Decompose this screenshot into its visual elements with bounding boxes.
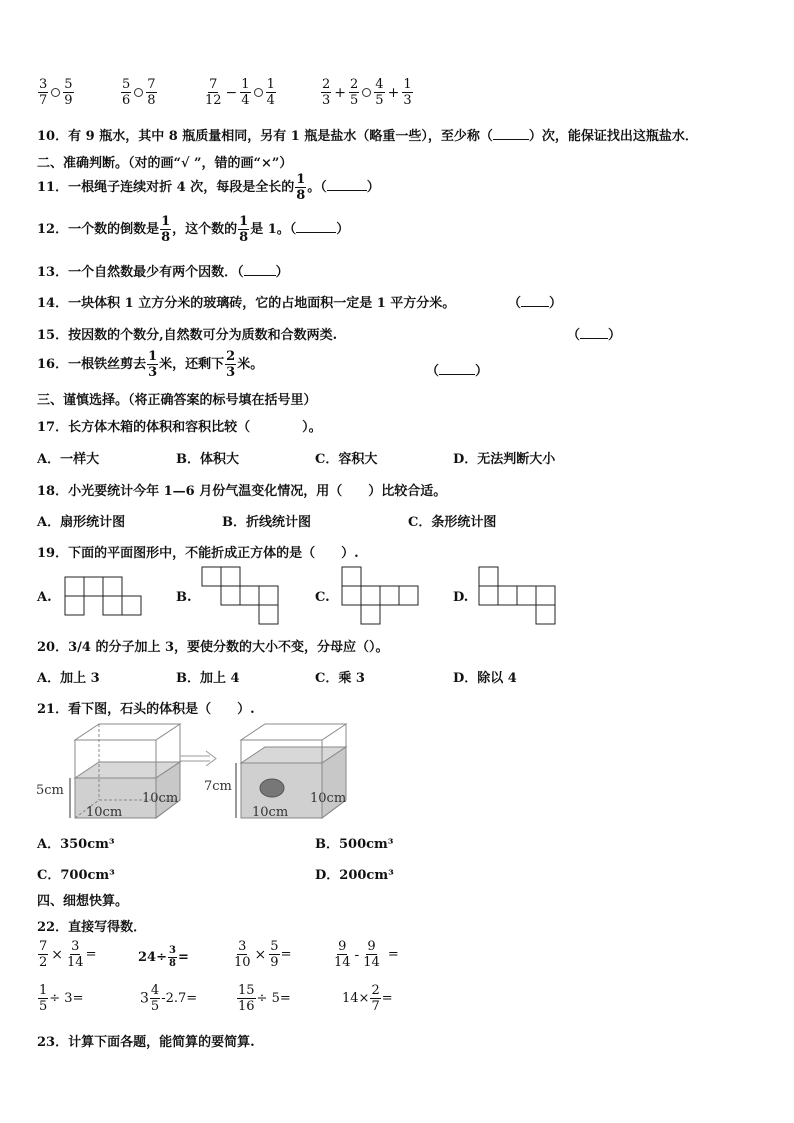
- question-17: 17．长方体木箱的体积和容积比较（ ）。: [37, 420, 322, 435]
- compare-circle[interactable]: [362, 88, 371, 97]
- q17-option-d[interactable]: D．无法判断大小: [453, 452, 556, 467]
- net-a: [65, 577, 141, 615]
- compare-2: $\frac{5}{6}$ $\frac{7}{8}$: [122, 77, 156, 108]
- calc-4: $\frac{9}{14}$ - $\frac{9}{14}$ =: [334, 939, 399, 970]
- question-14: 14．一块体积 1 立方分米的玻璃砖，它的占地面积一定是 1 平方分米。: [37, 296, 456, 311]
- calc-2: 24÷ $\frac{3}{8}$ =: [138, 945, 189, 969]
- net-d: [479, 567, 555, 624]
- calc-5: $\frac{1}{5}$ ÷ 3=: [39, 983, 84, 1014]
- compare-circle[interactable]: [254, 88, 263, 97]
- q19-label-d[interactable]: D.: [453, 590, 469, 605]
- answer-blank[interactable]: [521, 296, 549, 307]
- q17-option-c[interactable]: C．容积大: [315, 452, 378, 467]
- answer-blank[interactable]: [296, 222, 336, 233]
- calc-7: $\frac{15}{16}$ ÷ 5=: [238, 983, 291, 1014]
- section-3-heading: 三、谨慎选择。（将正确答案的标号填在括号里）: [37, 393, 317, 408]
- calc-1: $\frac{7}{2}$ × $\frac{3}{14}$ =: [39, 939, 97, 970]
- q21-option-b[interactable]: B．500cm³: [315, 837, 394, 852]
- question-22: 22．直接写得数．: [37, 920, 147, 935]
- question-12: 12．一个数的倒数是 $\frac{1}{8}$ ，这个数的 $\frac{1}{8}$ 是 1。（ ）: [37, 214, 350, 245]
- calc-3: $\frac{3}{10}$ × $\frac{5}{9}$ =: [234, 939, 292, 970]
- q18-option-b[interactable]: B．折线统计图: [222, 515, 311, 530]
- question-13: 13．一个自然数最少有两个因数．（ ）: [37, 265, 289, 280]
- question-16-answer: （ ）: [426, 364, 489, 379]
- q19-label-c[interactable]: C.: [315, 590, 330, 605]
- question-18: 18．小光要统计今年 1—6 月份气温变化情况，用（ ）比较合适。: [37, 484, 447, 499]
- q19-label-b[interactable]: B.: [176, 590, 192, 605]
- question-20: 20．3/4 的分子加上 3，要使分数的大小不变，分母应（）。: [37, 640, 389, 655]
- section-4-heading: 四、细想快算。: [37, 894, 129, 909]
- calc-6: 3 $\frac{4}{5}$ -2.7=: [140, 983, 198, 1014]
- cube-nets: [0, 560, 794, 630]
- q21-option-d[interactable]: D．200cm³: [315, 868, 394, 883]
- q20-option-d[interactable]: D．除以 4: [453, 671, 517, 686]
- compare-circle[interactable]: [51, 88, 60, 97]
- q21-option-c[interactable]: C．700cm³: [37, 868, 115, 883]
- section-2-heading: 二、准确判断。（对的画“√ ”，错的画“×”）: [37, 156, 293, 171]
- question-10: 10．有 9 瓶水，其中 8 瓶质量相同，另有 1 瓶是盐水（略重一些），至少称（ ）次，能保证找出这瓶盐水．: [37, 129, 698, 144]
- net-c: [342, 567, 418, 624]
- answer-blank[interactable]: [493, 129, 529, 140]
- q17-option-b[interactable]: B．体积大: [176, 452, 239, 467]
- q18-option-a[interactable]: A．扇形统计图: [37, 515, 126, 530]
- question-14-answer: （ ）: [508, 296, 563, 311]
- fig2-height-label: 7cm: [204, 779, 232, 794]
- q17-option-a[interactable]: A．一样大: [37, 452, 100, 467]
- stone: [260, 779, 284, 797]
- q19-label-a[interactable]: A.: [37, 590, 52, 605]
- compare-1: $\frac{3}{7}$ $\frac{5}{9}$: [39, 77, 73, 108]
- fig1-height-label: 5cm: [36, 783, 64, 798]
- arrow-icon: [180, 751, 216, 766]
- question-15: 15．按因数的个数分,自然数可分为质数和合数两类.: [37, 328, 338, 343]
- question-11: 11．一根绳子连续对折 4 次，每段是全长的 $\frac{1}{8}$ 。（ ）: [37, 172, 380, 203]
- question-15-answer: （ ）: [567, 328, 622, 343]
- compare-circle[interactable]: [134, 88, 143, 97]
- answer-blank[interactable]: [244, 265, 276, 276]
- q21-option-a[interactable]: A．350cm³: [37, 837, 115, 852]
- q20-option-b[interactable]: B．加上 4: [176, 671, 240, 686]
- fig1-depth-label: 10cm: [142, 791, 179, 806]
- answer-blank[interactable]: [327, 180, 367, 191]
- question-23: 23．计算下面各题，能简算的要简算.: [37, 1035, 255, 1050]
- q20-option-a[interactable]: A．加上 3: [37, 671, 100, 686]
- compare-3: $\frac{7}{12}$ − $\frac{1}{4}$ $\frac{1}{4}$: [205, 77, 275, 108]
- q20-option-c[interactable]: C．乘 3: [315, 671, 365, 686]
- answer-blank[interactable]: [439, 364, 475, 375]
- q18-option-c[interactable]: C．条形统计图: [408, 515, 497, 530]
- compare-4: $\frac{2}{3}$ + $\frac{2}{5}$ $\frac{4}{5}$ + $\frac{1}{3}$: [322, 77, 412, 108]
- answer-blank[interactable]: [580, 328, 608, 339]
- question-21: 21．看下图，石头的体积是（ ）.: [37, 702, 255, 717]
- fig2-width-label-bottom: 10cm: [252, 805, 289, 820]
- fig2-depth-label: 10cm: [310, 791, 347, 806]
- calc-8: 14× $\frac{2}{7}$ =: [342, 983, 393, 1014]
- net-b: [202, 567, 278, 624]
- question-19: 19．下面的平面图形中，不能折成正方体的是（ ）.: [37, 546, 359, 561]
- question-16: 16．一根铁丝剪去 $\frac{1}{3}$ 米，还剩下 $\frac{2}{3}$ 米。: [37, 349, 264, 380]
- stone-volume-figure: [30, 720, 360, 824]
- fig1-width-label-bottom: 10cm: [86, 805, 123, 820]
